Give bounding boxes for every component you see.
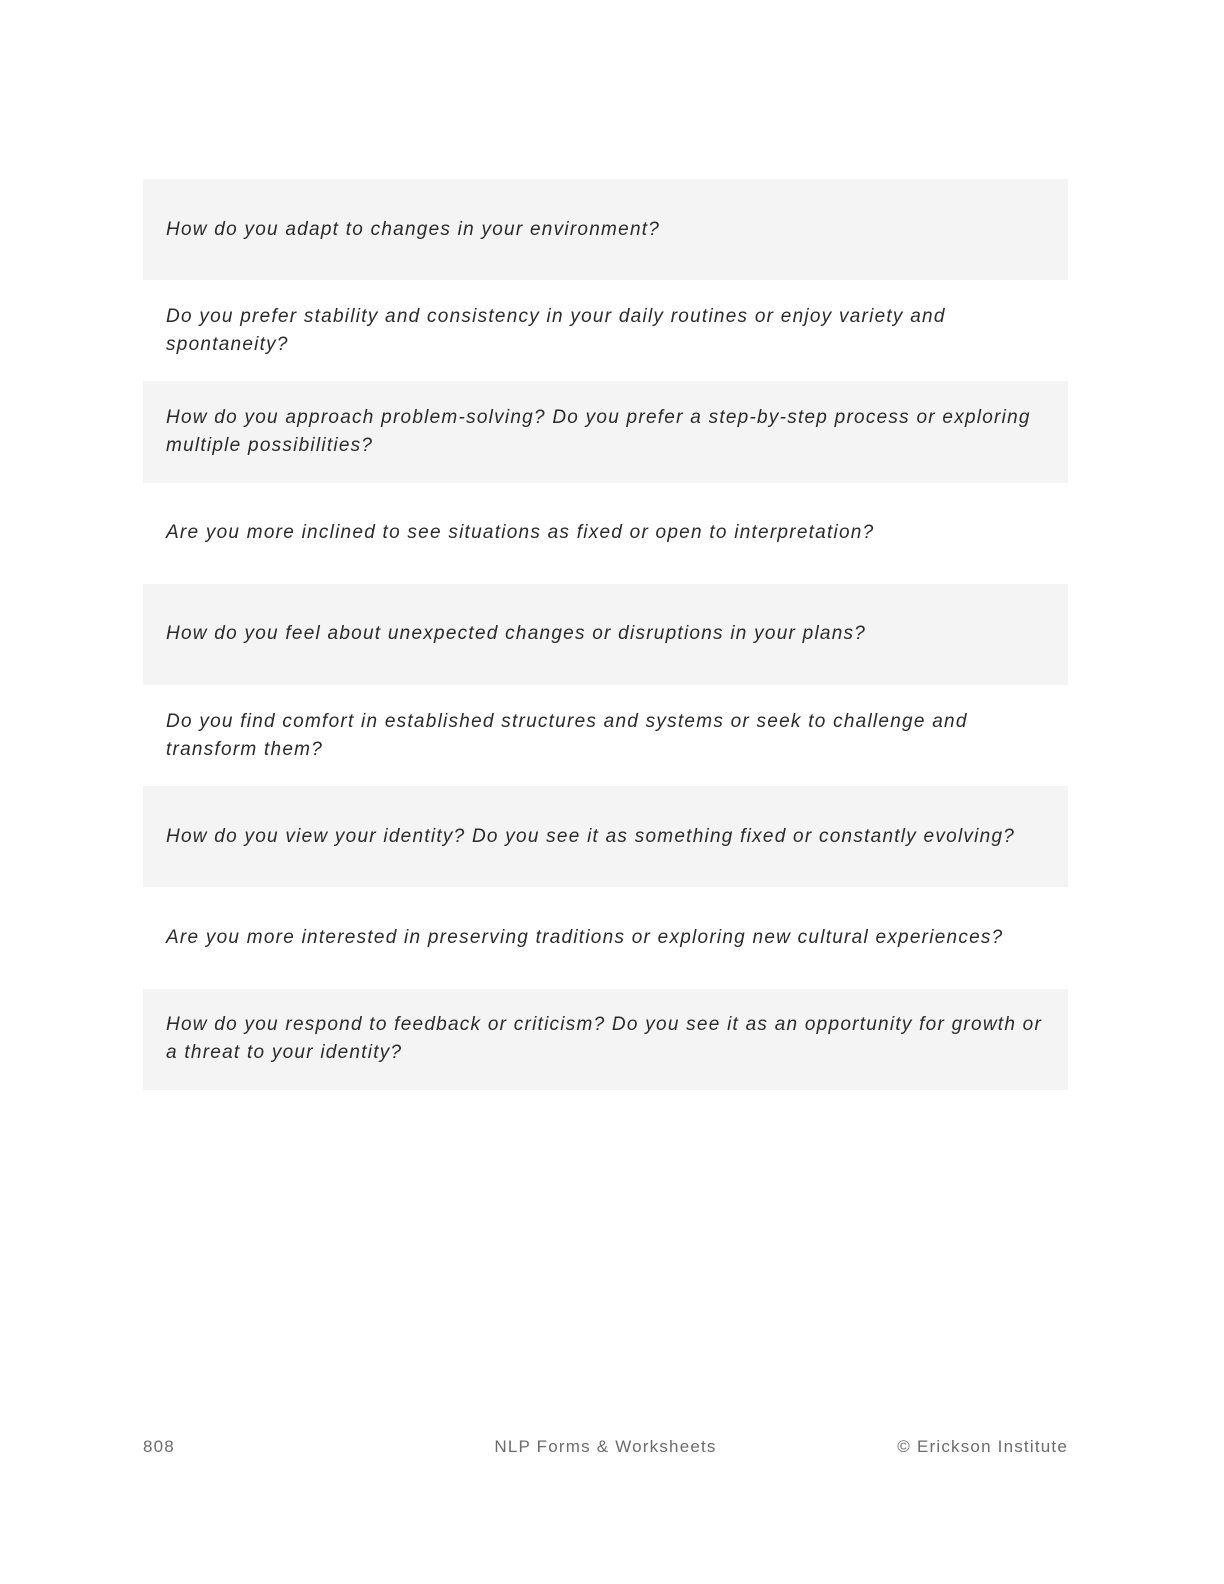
question-row: [143, 280, 1068, 381]
footer-title: NLP Forms & Worksheets: [494, 1437, 717, 1456]
question-text: How do you view your identity? Do you see it as something fixed or constantly evolving?: [166, 825, 1016, 847]
question-text: How do you adapt to changes in your environment?: [166, 218, 661, 240]
question-row: [143, 989, 1068, 1090]
question-text: How do you feel about unexpected changes or disruptions in your plans?: [166, 623, 867, 645]
question-text: Are you more interested in preserving traditions or exploring new cultural experiences?: [166, 926, 1004, 948]
question-text: Do you prefer stability and consistency in your daily routines or enjoy variety and spontaneity?: [166, 305, 946, 355]
page-footer: [143, 1437, 1068, 1461]
footer-copyright: © Erickson Institute: [897, 1437, 1068, 1456]
question-row: [143, 483, 1068, 584]
question-list: [143, 179, 1068, 1090]
question-row: [143, 381, 1068, 482]
question-row: [143, 685, 1068, 786]
question-row: [143, 887, 1068, 988]
question-text: How do you approach problem-solving? Do you prefer a step-by-step process or exploring multiple possibilities?: [166, 406, 1031, 456]
question-row: [143, 786, 1068, 887]
page-number: 808: [143, 1437, 175, 1456]
question-row: [143, 584, 1068, 685]
question-row: [143, 179, 1068, 280]
question-text: Are you more inclined to see situations as fixed or open to interpretation?: [166, 522, 875, 544]
question-text: How do you respond to feedback or criticism? Do you see it as an opportunity for growth or a threat to your identity?: [166, 1014, 1043, 1064]
question-text: Do you find comfort in established structures and systems or seek to challenge and transform them?: [166, 710, 968, 760]
